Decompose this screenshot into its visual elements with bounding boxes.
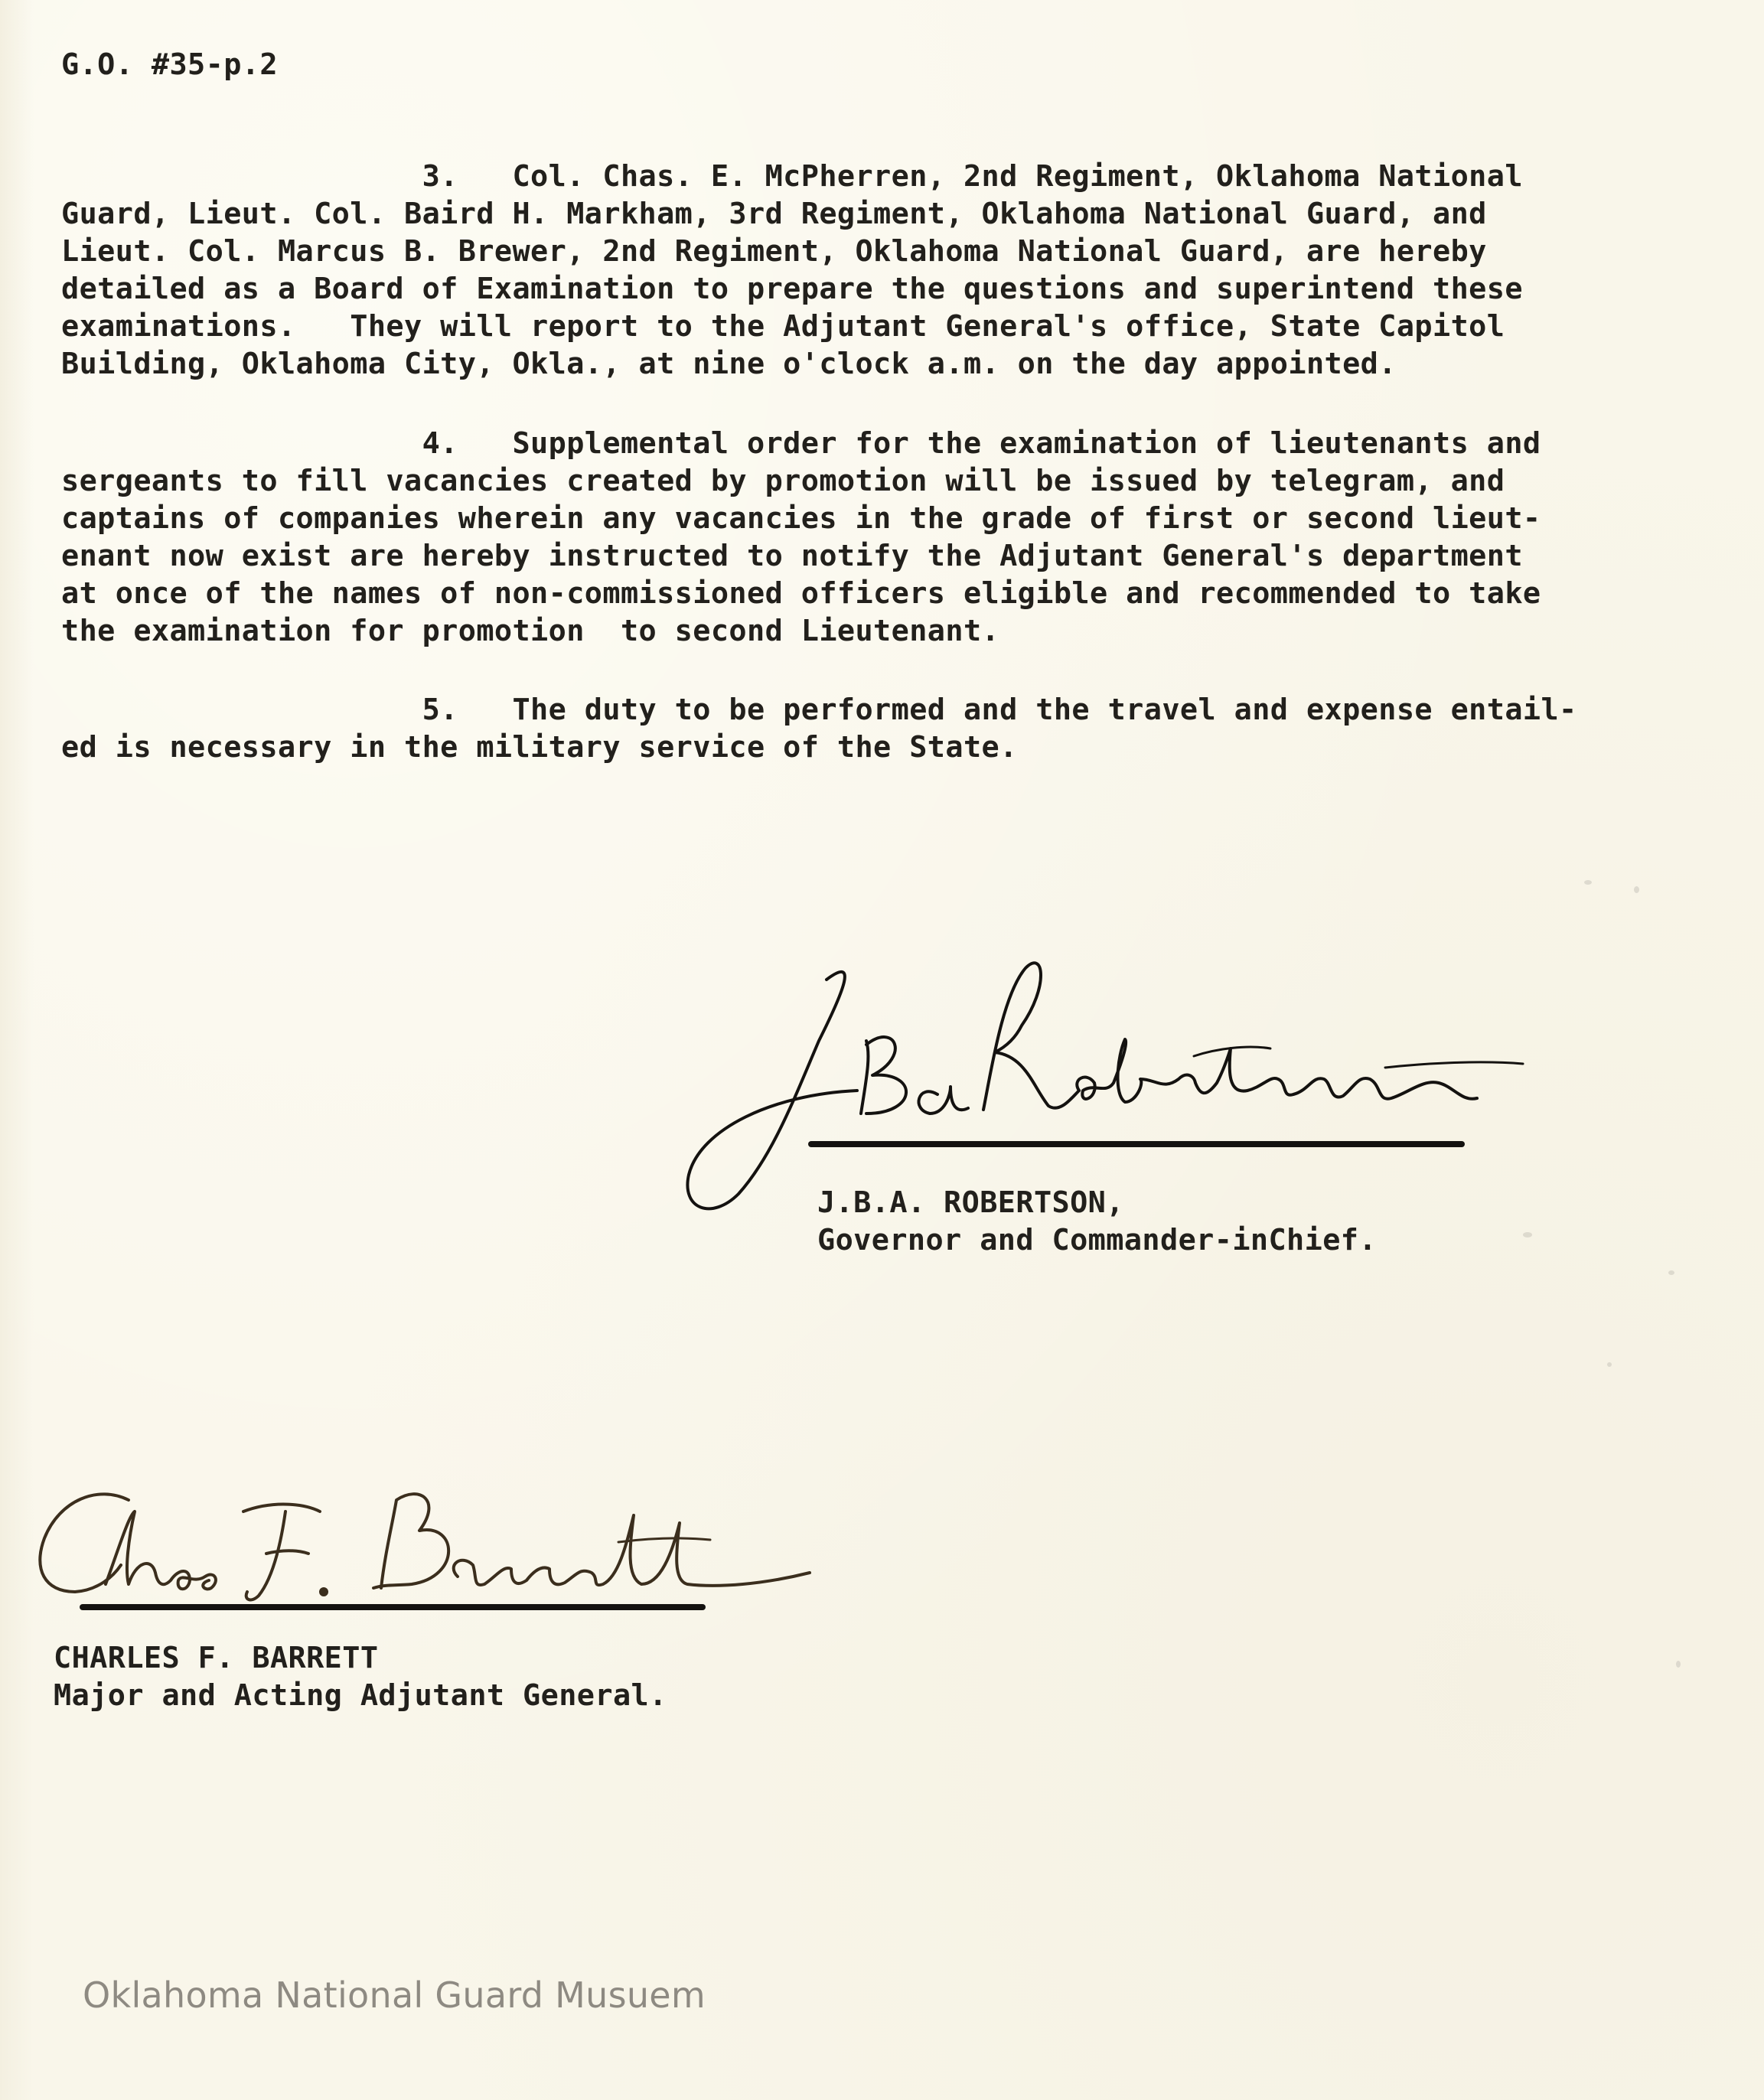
paragraph-4-line: captains of companies wherein any vacancies in the grade of first or second lieut- [61,501,1541,536]
paragraph-4-line: 4. Supplemental order for the examination of lieutenants and [61,426,1541,461]
paragraph-3-line: detailed as a Board of Examination to prepare the questions and superintend these [61,272,1523,306]
paragraph-4 [61,425,1541,650]
museum-watermark: Oklahoma National Guard Musuem [83,1974,706,2016]
paper-speck [1607,1362,1612,1367]
governor-title: Governor and Commander-inChief. [817,1223,1377,1257]
paragraph-3 [61,158,1523,383]
paragraph-5-line: 5. The duty to be performed and the travel and expense entail- [61,693,1577,727]
order-number-header: G.O. #35-p.2 [61,47,278,82]
paper-edge-shadow [0,0,34,2100]
paragraph-4-line: the examination for promotion to second Lieutenant. [61,614,1000,648]
paragraph-5-line: ed is necessary in the military service of the State. [61,730,1018,765]
adjutant-title: Major and Acting Adjutant General. [54,1678,667,1713]
paragraph-4-line: at once of the names of non-commissioned officers eligible and recommended to take [61,576,1541,611]
adjutant-signature-block [54,1639,667,1714]
paragraph-4-line: enant now exist are hereby instructed to notify the Adjutant General's department [61,539,1523,573]
paragraph-3-line: Building, Oklahoma City, Okla., at nine o'clock a.m. on the day appointed. [61,347,1397,381]
paper-speck [1634,886,1639,893]
paragraph-3-line: examinations. They will report to the Adjutant General's office, State Capitol [61,309,1505,344]
adjutant-signature [14,1469,833,1622]
paper-speck [1584,880,1592,885]
paragraph-3-line: Guard, Lieut. Col. Baird H. Markham, 3rd Regiment, Oklahoma National Guard, and [61,197,1487,231]
paragraph-4-line: sergeants to fill vacancies created by promotion will be issued by telegram, and [61,464,1505,498]
paragraph-3-line: 3. Col. Chas. E. McPherren, 2nd Regiment, Oklahoma National [61,159,1523,194]
paper-speck [1668,1270,1674,1275]
adjutant-name: CHARLES F. BARRETT [54,1641,379,1675]
paper-speck [1676,1661,1681,1668]
paragraph-5 [61,691,1577,766]
governor-signature-block [817,1184,1377,1259]
governor-name: J.B.A. ROBERTSON, [817,1185,1124,1220]
paper-speck [1523,1232,1532,1238]
paragraph-3-line: Lieut. Col. Marcus B. Brewer, 2nd Regiment, Oklahoma National Guard, are hereby [61,234,1487,269]
governor-signature [666,949,1569,1224]
